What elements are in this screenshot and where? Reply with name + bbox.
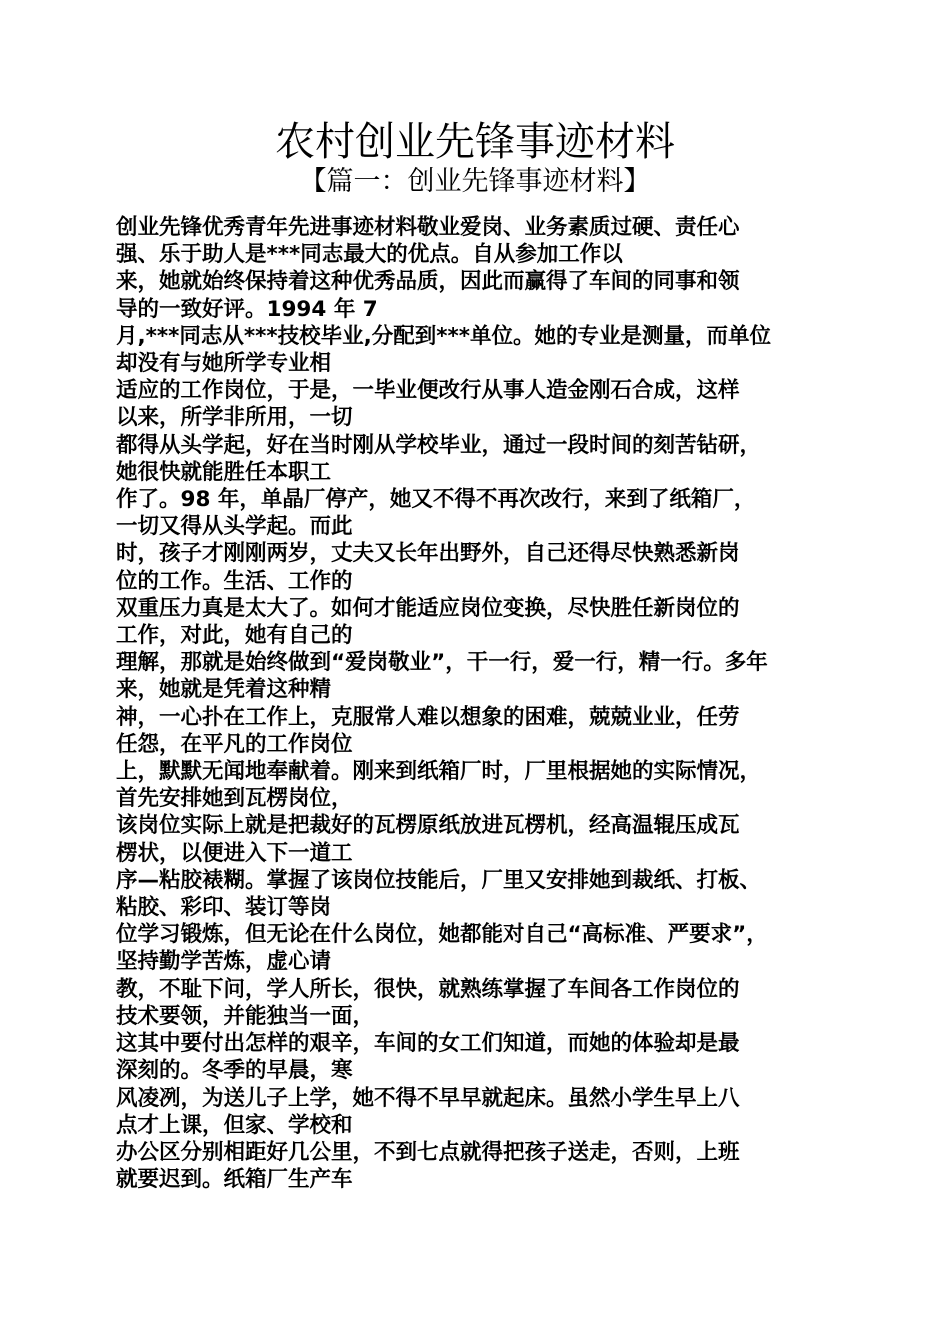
body-line: 该岗位实际上就是把裁好的瓦楞原纸放进瓦楞机，经高温辊压成瓦 (116, 813, 740, 839)
document-subtitle: 【篇一：创业先锋事迹材料】 (299, 166, 651, 197)
body-line: 风凌冽，为送儿子上学，她不得不早早就起床。虽然小学生早上八 (116, 1085, 740, 1111)
document-title: 农村创业先锋事迹材料 (275, 119, 675, 165)
body-line: 位的工作。生活、工作的 (116, 568, 353, 594)
body-line: 创业先锋优秀青年先进事迹材料敬业爱岗、业务素质过硬、责任心 (116, 215, 740, 240)
body-line: 理解，那就是始终做到“爱岗敬业”，干一行，爱一行，精一行。多年 (116, 650, 768, 676)
body-line: 技术要领，并能独当一面， (116, 1003, 375, 1029)
body-line: 教，不耻下问，学人所长，很快，就熟练掌握了车间各工作岗位的 (116, 976, 740, 1002)
body-line: 首先安排她到瓦楞岗位， (116, 786, 353, 812)
body-line: 来，她就始终保持着这种优秀品质，因此而赢得了车间的同事和领 (116, 269, 740, 295)
body-line: 神，一心扑在工作上，克服常人难以想象的困难，兢兢业业，任劳 (116, 704, 740, 730)
body-line: 作了。98 年，单晶厂停产，她又不得不再次改行，来到了纸箱厂， (116, 487, 756, 513)
body-line: 办公区分别相距好几公里，不到七点就得把孩子送走，否则，上班 (116, 1139, 740, 1165)
document-body (116, 214, 846, 1193)
body-line: 深刻的。冬季的早晨，寒 (116, 1058, 353, 1084)
body-line: 强、乐于助人是***同志最大的优点。自从参加工作以 (116, 242, 623, 268)
body-line: 来，她就是凭着这种精 (116, 677, 332, 703)
body-line: 坚持勤学苦炼，虚心请 (116, 949, 332, 975)
body-line: 都得从头学起，好在当时刚从学校毕业，通过一段时间的刻苦钻研， (116, 432, 762, 458)
body-line: 她很快就能胜任本职工 (116, 459, 332, 485)
body-line: 双重压力真是太大了。如何才能适应岗位变换，尽快胜任新岗位的 (116, 595, 740, 621)
body-line: 这其中要付出怎样的艰辛，车间的女工们知道，而她的体验却是最 (116, 1031, 740, 1057)
body-line: 一切又得从头学起。而此 (116, 514, 353, 540)
body-line: 任怨，在平凡的工作岗位 (116, 731, 353, 757)
body-line: 月,***同志从***技校毕业,分配到***单位。她的专业是测量，而单位 (116, 323, 772, 349)
body-line: 粘胶、彩印、装订等岗 (116, 895, 332, 921)
body-line: 位学习锻炼，但无论在什么岗位，她都能对自己“高标准、严要求”， (116, 922, 768, 948)
body-line: 楞状，以便进入下一道工 (116, 840, 353, 866)
body-line: 上，默默无闻地奉献着。刚来到纸箱厂时，厂里根据她的实际情况， (116, 759, 762, 785)
body-line: 却没有与她所学专业相 (116, 351, 332, 377)
body-line: 时，孩子才刚刚两岁，丈夫又长年出野外，自己还得尽快熟悉新岗 (116, 541, 740, 567)
body-line: 导的一致好评。1994 年 7 (116, 296, 378, 322)
body-line: 适应的工作岗位，于是，一毕业便改行从事人造金刚石合成，这样 (116, 378, 740, 404)
body-line: 工作，对此，她有自己的 (116, 623, 353, 649)
body-line: 点才上课，但家、学校和 (116, 1112, 353, 1138)
body-line: 就要迟到。纸箱厂生产车 (116, 1167, 353, 1193)
body-line: 序—粘胶裱糊。掌握了该岗位技能后，厂里又安排她到裁纸、打板、 (116, 867, 762, 893)
body-line: 以来，所学非所用，一切 (116, 405, 353, 431)
